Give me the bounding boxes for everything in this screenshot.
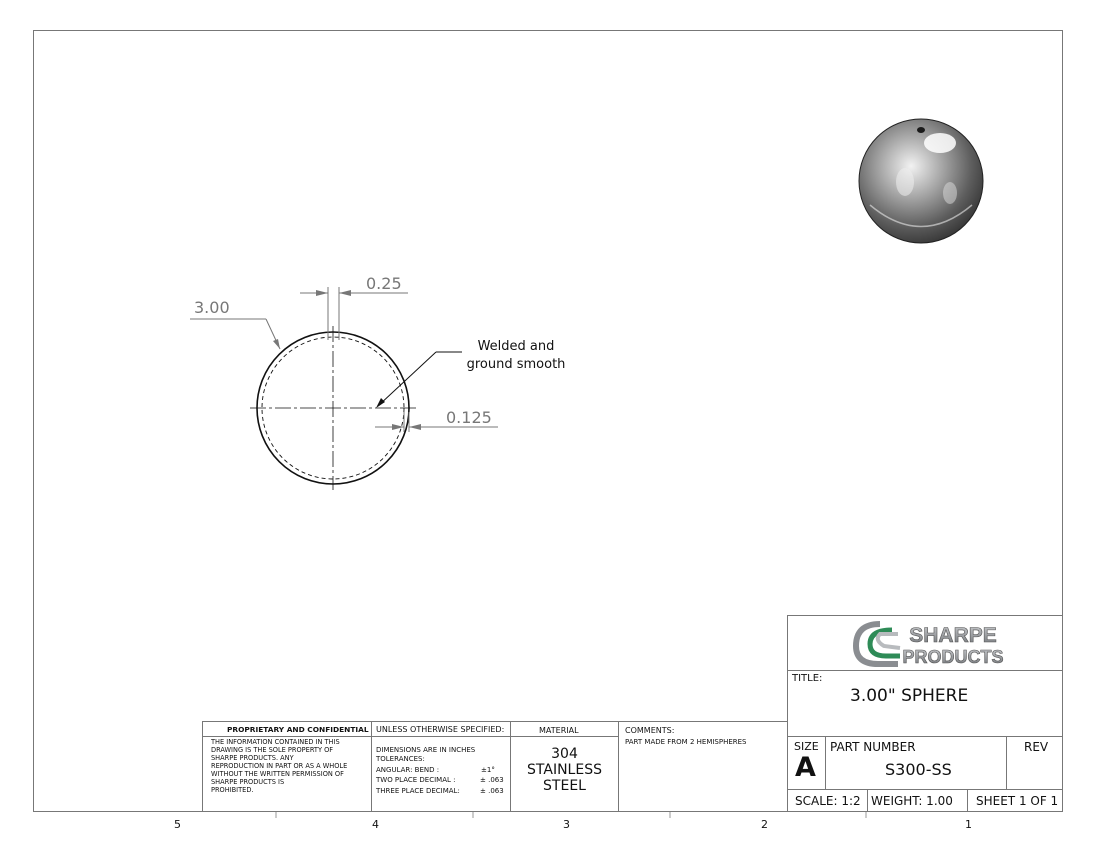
proprietary-text: THE INFORMATION CONTAINED IN THIS DRAWING IS THE SOLE PROPERTY OF SHARPE PRODUCTS. ANY REPRODUCTION IN PART OR AS A WHOLE WITHOUT THE WRITTEN PERMISSION OF SHARPE PRODUCTS IS PROHIBITED. <box>211 738 348 794</box>
diameter-dimension <box>190 319 280 349</box>
zone-3: 3 <box>563 818 570 831</box>
size-value: A <box>795 752 816 783</box>
tolerance-angular-value: ±1° <box>481 766 495 774</box>
material-value: 304 STAINLESS STEEL <box>527 746 602 794</box>
logo-line2: PRODUCTS <box>902 647 1004 667</box>
weld-note-leader <box>376 352 462 408</box>
dim-opening-text: 0.25 <box>366 274 402 293</box>
tolerance-label: TOLERANCES: <box>376 755 425 763</box>
proprietary-heading: PROPRIETARY AND CONFIDENTIAL <box>227 725 369 734</box>
zone-1: 1 <box>965 818 972 831</box>
opening-dimension <box>300 287 408 340</box>
sphere-section-view <box>250 326 416 490</box>
sheet-text: SHEET 1 OF 1 <box>976 794 1059 808</box>
dim-wall-text: 0.125 <box>446 408 492 427</box>
zone-ticks <box>276 812 866 818</box>
sphere-3d-render <box>859 119 983 243</box>
sharpe-products-logo <box>856 624 1004 667</box>
weld-note-line1: Welded and <box>477 339 555 354</box>
zone-5: 5 <box>174 818 181 831</box>
zone-4: 4 <box>372 818 379 831</box>
tolerance-heading: UNLESS OTHERWISE SPECIFIED: <box>376 725 505 734</box>
weight-text: WEIGHT: 1.00 <box>871 794 953 808</box>
scale-text: SCALE: 1:2 <box>795 794 861 808</box>
material-heading: MATERIAL <box>539 726 579 735</box>
part-number: S300-SS <box>885 760 952 779</box>
zone-2: 2 <box>761 818 768 831</box>
tolerance-units: DIMENSIONS ARE IN INCHES <box>376 746 476 754</box>
logo-line1: SHARPE <box>909 624 997 647</box>
comments-text: PART MADE FROM 2 HEMISPHERES <box>625 738 747 746</box>
tolerance-three-place-label: THREE PLACE DECIMAL: <box>376 787 460 795</box>
size-label: SIZE <box>794 740 819 753</box>
dim-diameter-text: 3.00 <box>194 298 230 317</box>
comments-heading: COMMENTS: <box>625 726 675 735</box>
tolerance-two-place-value: ± .063 <box>480 776 504 784</box>
title-label: TITLE: <box>792 673 823 684</box>
weld-note-line2: ground smooth <box>466 357 566 372</box>
rev-label: REV <box>1024 740 1049 754</box>
part-number-label: PART NUMBER <box>830 740 916 754</box>
tolerance-three-place-value: ± .063 <box>480 787 504 795</box>
tolerance-angular-label: ANGULAR: BEND : <box>376 766 440 774</box>
drawing-title: 3.00" SPHERE <box>850 686 969 706</box>
tolerance-two-place-label: TWO PLACE DECIMAL : <box>376 776 456 784</box>
